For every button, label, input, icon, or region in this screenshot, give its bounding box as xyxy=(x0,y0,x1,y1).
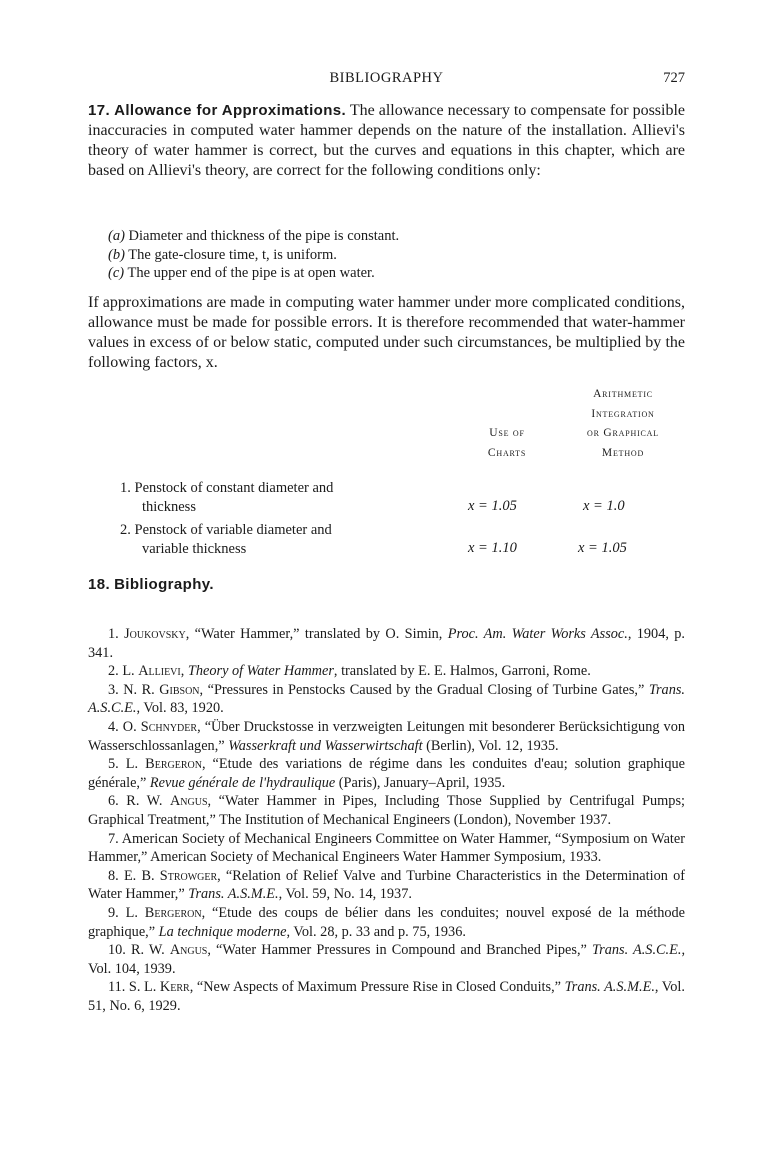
table-cell-arithmetic: x = 1.0 xyxy=(583,498,625,514)
entry-text: , “Pressures in Penstocks Caused by the Gradual Closing of Turbine Gates,” xyxy=(199,681,649,698)
entry-text: , Vol. 51, No. 6, 1929. xyxy=(88,979,685,1014)
column-head-line: Integration xyxy=(591,407,655,420)
entry-text: (Berlin), Vol. 12, 1935. xyxy=(422,737,559,754)
entry-source: Revue générale de l'hydraulique xyxy=(149,774,336,791)
section-17-intro: The allowance necessary to compensate for possible inaccuracies in computed water hammer depends on the nature of the installation. Allievi's theory of water hammer is correct, but the curves and equations in this chapter, which are based on Allievi's theory, are correct for the following conditions only: xyxy=(88,102,686,179)
entry-text: American Society of Mechanical Engineers Committee on Water Hammer, “Symposium on Water Hammer,” American Society of Mechanical Engineers Water Hammer Symposium, 1933. xyxy=(88,830,685,866)
entry-text: , “Relation of Relief Valve and Turbine Characteristics in the Determination of Water Hammer,” xyxy=(88,867,685,903)
column-head-line: or Graphical xyxy=(587,427,659,439)
condition-letter: (a) xyxy=(108,228,125,244)
bibliography-entry xyxy=(88,681,685,718)
entry-initials: N. R. xyxy=(123,681,155,698)
table-row-label: 2. Penstock of variable diameter and xyxy=(120,522,332,538)
entry-number: 7. xyxy=(108,830,119,847)
entry-text: , Vol. 28, p. 33 and p. 75, 1936. xyxy=(286,923,466,940)
entry-text: (Paris), January–April, 1935. xyxy=(335,774,506,791)
bibliography-entry xyxy=(88,867,685,904)
entry-initials: S. L. xyxy=(128,979,157,996)
entry-text: , “Water Hammer in Pipes, Including Those Supplied by Centrifugal Pumps; Graphical Treatment,” The Institution of Mechanical Engineers (London), November 1937. xyxy=(88,793,685,828)
condition-item xyxy=(108,264,668,283)
entry-source: Trans. A.S.C.E. xyxy=(88,681,685,717)
entry-number: 3. xyxy=(108,681,119,698)
entry-text: , “Water Hammer,” translated by O. Simin, xyxy=(185,626,448,642)
section-17-number: 17. xyxy=(88,102,111,119)
entry-source: Wasserkraft und Wasserwirtschaft xyxy=(228,737,423,754)
table-cell-arithmetic: x = 1.05 xyxy=(578,540,627,556)
condition-item xyxy=(108,227,668,246)
entry-number: 5. xyxy=(108,756,119,773)
entry-author: Joukovsky xyxy=(124,626,186,642)
entry-author: Allievi xyxy=(138,663,181,680)
condition-letter: (b) xyxy=(108,246,125,263)
section-17-followup xyxy=(88,293,685,373)
entry-initials: O. xyxy=(122,718,137,735)
condition-letter: (c) xyxy=(108,265,125,281)
entry-initials: L. xyxy=(125,756,139,773)
entry-source: Trans. A.S.M.E. xyxy=(188,886,279,903)
entry-author: Strowger xyxy=(159,867,218,884)
entry-text: , “Etude des coups de bélier dans les conduites; nouvel exposé de la méthode graphique,” xyxy=(88,904,686,940)
bibliography-entry xyxy=(88,662,685,681)
column-head-line: Charts xyxy=(487,446,527,459)
entry-initials: R. W. xyxy=(126,793,163,810)
entry-text: , translated by E. E. Halmos, Garroni, Rome. xyxy=(333,663,591,680)
entry-initials: R. W. xyxy=(130,942,165,959)
bibliography-entry xyxy=(88,941,685,978)
entry-text: , “Etude des variations de régime dans les conduites d'eau; solution graphique générale,” xyxy=(88,756,686,791)
column-head-line: Method xyxy=(601,446,645,459)
entry-initials: L. xyxy=(122,663,135,680)
entry-initials: E. B. xyxy=(123,867,155,884)
bibliography-entry xyxy=(88,718,685,755)
entry-text: , “New Aspects of Maximum Pressure Rise in Closed Conduits,” xyxy=(189,979,565,996)
condition-text: The gate-closure time, t, is uniform. xyxy=(128,246,337,263)
section-17-heading: Allowance for Approximations. xyxy=(114,102,347,119)
running-head xyxy=(88,70,685,90)
table-cell-charts: x = 1.05 xyxy=(468,498,517,514)
entry-text: , “Über Druckstosse in verzweigten Leitungen mit besonderer Berücksichtigung von Wasserschlossanlagen,” xyxy=(88,718,685,754)
bibliography-list xyxy=(88,625,685,1015)
entry-author: Bergeron xyxy=(144,904,202,921)
entry-text: , Vol. 59, No. 14, 1937. xyxy=(278,886,412,903)
entry-source: Proc. Am. Water Works Assoc. xyxy=(447,626,628,642)
entry-text: , 1904, p. 341. xyxy=(88,626,685,661)
entry-author: Angus xyxy=(169,942,208,959)
table-cell-charts: x = 1.10 xyxy=(468,540,517,556)
entry-text: , xyxy=(180,663,188,680)
entry-text: , Vol. 104, 1939. xyxy=(88,942,686,977)
bibliography-entry xyxy=(88,792,685,829)
table-row xyxy=(120,479,420,517)
column-head-line: Arithmetic xyxy=(593,388,653,400)
page-number: 727 xyxy=(663,70,685,86)
running-head-title: BIBLIOGRAPHY xyxy=(329,70,444,86)
bibliography-entry xyxy=(88,625,685,662)
entry-author: Bergeron xyxy=(145,756,202,773)
entry-text: , “Water Hammer Pressures in Compound and Branched Pipes,” xyxy=(207,942,592,959)
bibliography-entry xyxy=(88,755,685,792)
entry-number: 6. xyxy=(108,793,119,810)
section-17 xyxy=(88,101,685,181)
section-17-intro-paragraph xyxy=(88,101,685,181)
entry-number: 11. xyxy=(108,979,126,996)
section-18-heading: Bibliography. xyxy=(114,576,214,593)
condition-item xyxy=(108,246,668,265)
column-head-arithmetic xyxy=(548,385,698,463)
bibliography-entry xyxy=(88,978,685,1015)
entry-initials: L. xyxy=(125,904,138,921)
condition-text: Diameter and thickness of the pipe is constant. xyxy=(128,228,400,244)
entry-author: Angus xyxy=(169,793,208,810)
table-row-label-cont: variable thickness xyxy=(142,541,247,557)
entry-text: , Vol. 83, 1920. xyxy=(136,700,224,717)
table-row xyxy=(120,521,420,559)
table-row-label-cont: thickness xyxy=(142,499,196,515)
conditions-list xyxy=(108,227,668,283)
table-row-label: 1. Penstock of constant diameter and xyxy=(120,480,334,496)
bibliography-entry xyxy=(88,830,685,867)
entry-source: La technique moderne xyxy=(158,923,287,940)
entry-author: Gibson xyxy=(159,681,200,698)
section-18 xyxy=(88,576,685,594)
entry-number: 8. xyxy=(108,867,119,884)
column-head-line: Use of xyxy=(489,427,525,439)
entry-number: 4. xyxy=(108,718,119,735)
entry-author: Kerr xyxy=(159,979,190,996)
entry-number: 2. xyxy=(108,663,119,680)
section-17-followup-text: If approximations are made in computing water hammer under more complicated conditions, allowance must be made for possible errors. It is therefore recommended that water-hammer values in excess of or below static, computed under such circumstances, be multiplied by the following factors, x. xyxy=(88,294,685,371)
entry-source: Theory of Water Hammer xyxy=(187,663,334,680)
entry-author: Schnyder xyxy=(140,718,198,735)
entry-number: 10. xyxy=(108,942,126,959)
entry-number: 9. xyxy=(108,904,119,921)
condition-text: The upper end of the pipe is at open water. xyxy=(127,265,375,281)
entry-source: Trans. A.S.M.E. xyxy=(564,979,655,996)
entry-source: Trans. A.S.C.E. xyxy=(591,942,682,959)
section-18-number: 18. xyxy=(88,576,111,593)
column-head-charts xyxy=(462,424,552,463)
entry-number: 1. xyxy=(108,626,119,642)
bibliography-entry xyxy=(88,904,685,941)
